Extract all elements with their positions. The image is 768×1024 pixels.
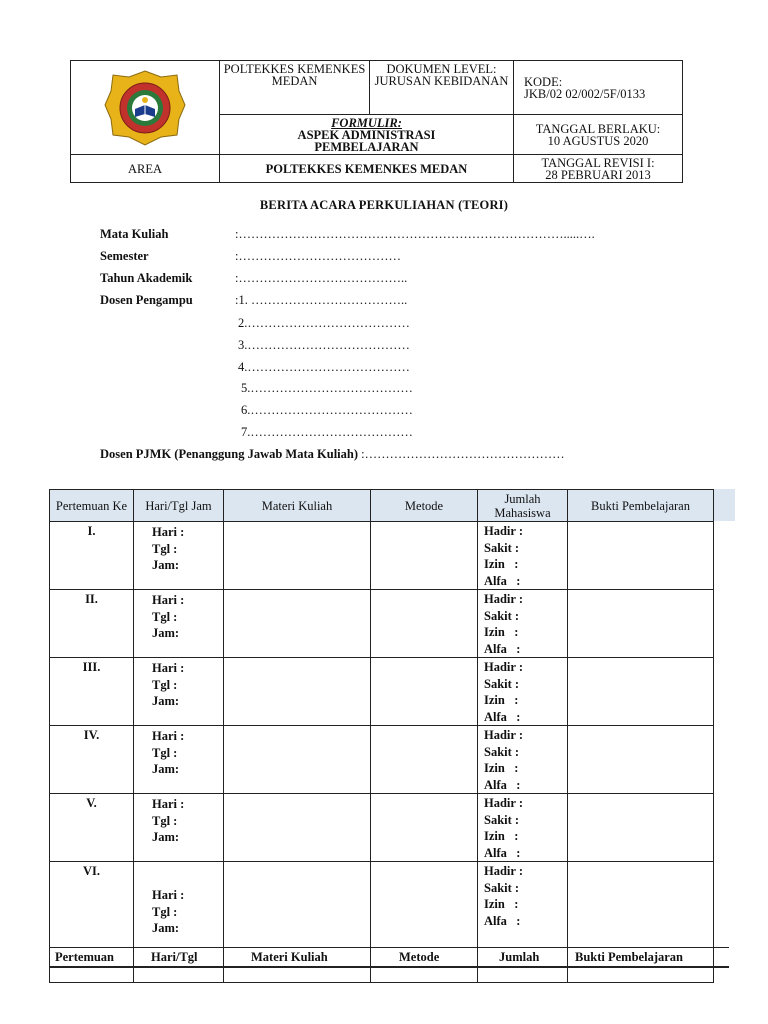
- hari-line: Tgl :: [152, 541, 178, 556]
- attendance-line: Sakit :: [484, 744, 520, 759]
- column-header: Jumlah Mahasiswa: [478, 490, 568, 522]
- field-value: :1. ………………………………..: [235, 293, 408, 307]
- pertemuan-number: VI.: [50, 862, 134, 983]
- field-label: Semester: [100, 249, 149, 263]
- dosen-item: 7.…………………………………: [241, 425, 413, 439]
- form-name-line-2: PEMBELAJARAN: [314, 139, 419, 154]
- column-header: Metode: [371, 490, 478, 522]
- column-header: Pertemuan Ke: [50, 490, 134, 522]
- field-value: :…………………………………………………………………….....….: [235, 227, 595, 241]
- tanggal-revisi-cell: [514, 155, 683, 183]
- pertemuan-number: V.: [50, 794, 134, 862]
- metode-cell: [371, 658, 478, 726]
- footer-header-cell: Hari/Tgl: [151, 950, 198, 964]
- dosen-item: 2.…………………………………: [238, 316, 410, 330]
- table-row: [50, 794, 714, 862]
- area-label: AREA: [127, 161, 163, 176]
- tanggal-berlaku-cell: [514, 115, 683, 155]
- metode-cell: [371, 522, 478, 590]
- attendance-line: Alfa :: [484, 641, 521, 656]
- hari-line: Tgl :: [152, 813, 178, 828]
- attendance-line: Alfa :: [484, 573, 521, 588]
- jumlah-mahasiswa-cell: [478, 522, 568, 590]
- attendance-line: Sakit :: [484, 540, 520, 555]
- hari-tgl-jam-cell: [134, 658, 224, 726]
- table-continuation-header: [49, 947, 729, 968]
- hari-line: Hari :: [152, 661, 185, 675]
- dosen-item: 3.…………………………………: [238, 338, 410, 352]
- attendance-line: Sakit :: [484, 812, 520, 827]
- bukti-pembelajaran-cell: [568, 522, 714, 590]
- hari-line: Hari :: [152, 888, 185, 902]
- hari-line: Jam:: [152, 762, 180, 776]
- hari-tgl-jam-cell: [134, 522, 224, 590]
- tanggal-berlaku-value: 10 AGUSTUS 2020: [547, 133, 649, 148]
- hari-line: Hari :: [152, 593, 185, 607]
- doc-level-cell: [370, 61, 514, 115]
- attendance-line: Izin :: [484, 557, 519, 571]
- poltekkes-logo-icon: [103, 69, 187, 147]
- formulir-cell: [220, 115, 514, 155]
- column-header: Materi Kuliah: [224, 490, 371, 522]
- document-header-table: [70, 60, 683, 183]
- jumlah-mahasiswa-cell: [478, 726, 568, 794]
- attendance-line: Hadir :: [484, 592, 524, 606]
- attendance-line: Izin :: [484, 897, 519, 911]
- doc-level-text: DOKUMEN LEVEL: JURUSAN KEBIDANAN: [374, 62, 509, 88]
- attendance-line: Hadir :: [484, 728, 524, 742]
- attendance-line: Izin :: [484, 693, 519, 707]
- field-value: :…………………………………..: [235, 271, 408, 285]
- materi-kuliah-cell: [224, 590, 371, 658]
- area-value-cell: [220, 155, 514, 183]
- hari-line: Jam:: [152, 921, 180, 935]
- dosen-item: 6.…………………………………: [241, 403, 413, 417]
- attendance-line: Sakit :: [484, 676, 520, 691]
- table-header-row: [50, 490, 714, 522]
- materi-kuliah-cell: [224, 522, 371, 590]
- pertemuan-number: II.: [50, 590, 134, 658]
- attendance-line: Hadir :: [484, 524, 524, 538]
- hari-line: Jam:: [152, 830, 180, 844]
- kode-label: KODE:: [524, 74, 563, 89]
- jumlah-mahasiswa-cell: [478, 794, 568, 862]
- metode-cell: [371, 794, 478, 862]
- hari-line: Jam:: [152, 694, 180, 708]
- jumlah-mahasiswa-cell: [478, 590, 568, 658]
- field-label: Mata Kuliah: [100, 227, 169, 241]
- kode-value: JKB/02 02/002/5F/0133: [524, 86, 646, 101]
- field-label: Tahun Akademik: [100, 271, 193, 285]
- dosen-item: 5.…………………………………: [241, 381, 413, 395]
- footer-header-cell: Metode: [399, 950, 440, 964]
- attendance-table: [49, 489, 714, 983]
- attendance-line: Alfa :: [484, 845, 521, 860]
- attendance-line: Hadir :: [484, 864, 524, 878]
- footer-header-cell: Materi Kuliah: [251, 950, 328, 964]
- jumlah-mahasiswa-cell: [478, 658, 568, 726]
- metode-cell: [371, 590, 478, 658]
- hari-tgl-jam-cell: [134, 590, 224, 658]
- pertemuan-number: IV.: [50, 726, 134, 794]
- attendance-line: Izin :: [484, 625, 519, 639]
- footer-header-cell: Jumlah: [499, 950, 540, 964]
- bukti-pembelajaran-cell: [568, 658, 714, 726]
- field-value: :…………………………………: [235, 249, 401, 263]
- document-title: BERITA ACARA PERKULIAHAN (TEORI): [259, 198, 509, 212]
- footer-header-cell: Bukti Pembelajaran: [575, 950, 683, 964]
- institution-cell: [220, 61, 370, 115]
- dosen-pjmk-field: [100, 447, 565, 462]
- dosen-item: 4.…………………………………: [238, 360, 410, 374]
- logo-cell: [71, 61, 220, 155]
- field-label: Dosen Pengampu: [100, 293, 193, 307]
- tanggal-revisi-value: 28 PEBRUARI 2013: [545, 167, 651, 182]
- bukti-pembelajaran-cell: [568, 590, 714, 658]
- bukti-pembelajaran-cell: [568, 794, 714, 862]
- table-row: [50, 522, 714, 590]
- form-name-line-1: ASPEK ADMINISTRASI: [297, 127, 436, 142]
- hari-line: Tgl :: [152, 609, 178, 624]
- kode-cell: [514, 61, 683, 115]
- pjmk-label: Dosen PJMK (Penanggung Jawab Mata Kuliah): [100, 447, 359, 461]
- hari-line: Jam:: [152, 558, 180, 572]
- footer-header-cell: Pertemuan: [55, 950, 115, 964]
- attendance-line: Alfa :: [484, 777, 521, 792]
- table-row: [50, 590, 714, 658]
- materi-kuliah-cell: [224, 726, 371, 794]
- bukti-pembelajaran-cell: [568, 726, 714, 794]
- metode-cell: [371, 726, 478, 794]
- hari-line: Tgl :: [152, 677, 178, 692]
- attendance-line: Sakit :: [484, 880, 520, 895]
- formulir-label: FORMULIR:: [331, 115, 402, 130]
- hari-line: Hari :: [152, 729, 185, 743]
- hari-line: Tgl :: [152, 745, 178, 760]
- column-header: Bukti Pembelajaran: [568, 490, 714, 522]
- pertemuan-number: I.: [50, 522, 134, 590]
- hari-line: Hari :: [152, 797, 185, 811]
- area-label-cell: [71, 155, 220, 183]
- pjmk-value: :…………………………………………: [358, 447, 565, 461]
- attendance-line: Hadir :: [484, 660, 524, 674]
- attendance-line: Izin :: [484, 829, 519, 843]
- hari-tgl-jam-cell: [134, 726, 224, 794]
- table-row: [50, 726, 714, 794]
- attendance-line: Izin :: [484, 761, 519, 775]
- table-row: [50, 658, 714, 726]
- attendance-line: Hadir :: [484, 796, 524, 810]
- tanggal-berlaku-label: TANGGAL BERLAKU:: [535, 121, 661, 136]
- institution-name: POLTEKKES KEMENKES MEDAN: [223, 62, 366, 88]
- materi-kuliah-cell: [224, 794, 371, 862]
- column-header: Hari/Tgl Jam: [134, 490, 224, 522]
- hari-line: Jam:: [152, 626, 180, 640]
- materi-kuliah-cell: [224, 658, 371, 726]
- area-value: POLTEKKES KEMENKES MEDAN: [265, 161, 468, 176]
- hari-line: Hari :: [152, 525, 185, 539]
- attendance-line: Alfa :: [484, 913, 521, 928]
- attendance-line: Sakit :: [484, 608, 520, 623]
- hari-line: Tgl :: [152, 904, 178, 919]
- tanggal-revisi-label: TANGGAL REVISI I:: [541, 155, 655, 170]
- pertemuan-number: III.: [50, 658, 134, 726]
- hari-tgl-jam-cell: [134, 794, 224, 862]
- attendance-line: Alfa :: [484, 709, 521, 724]
